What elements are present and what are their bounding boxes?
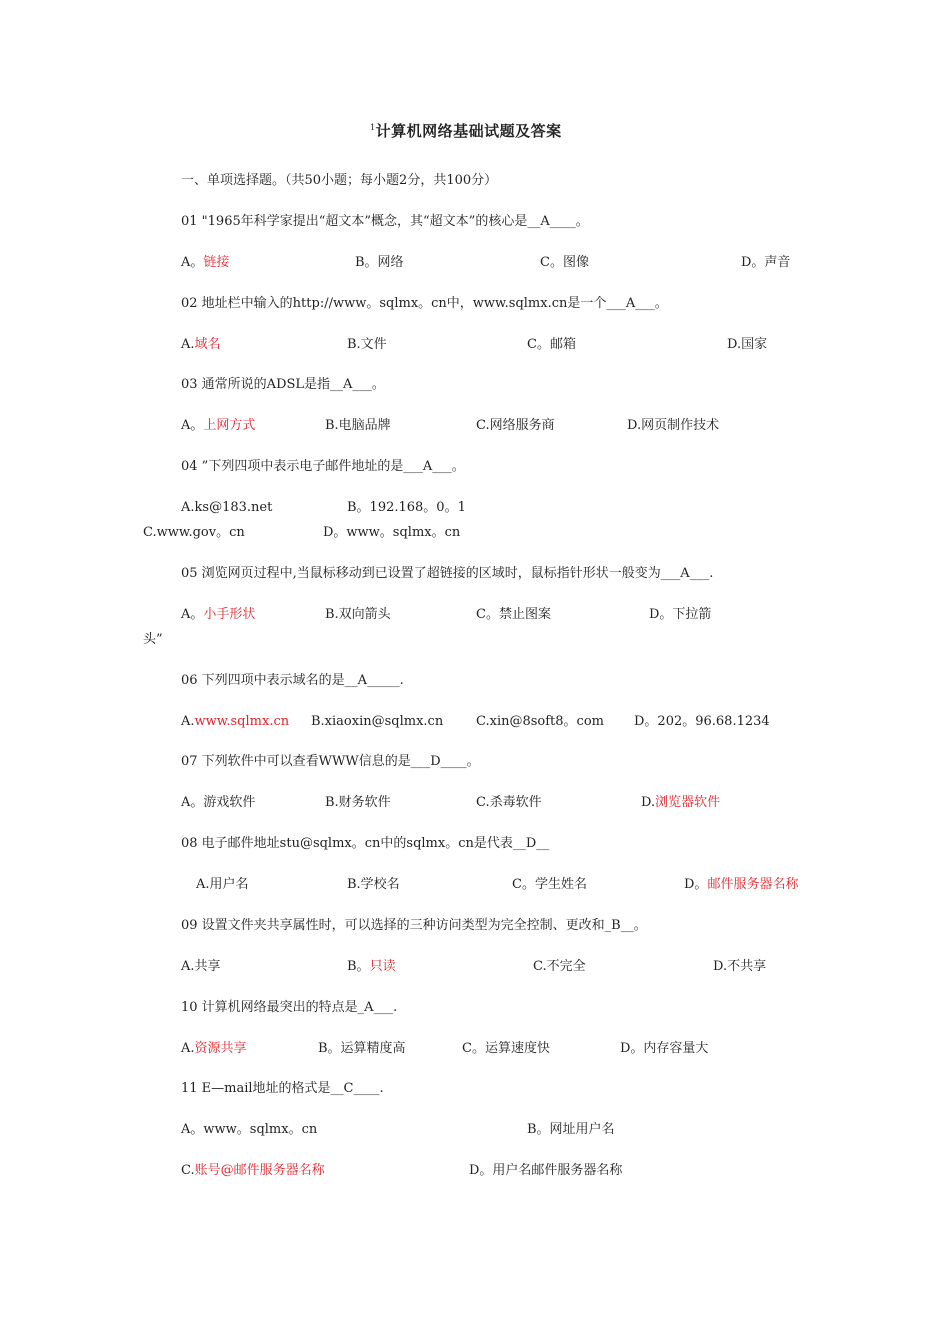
option: C。禁止图案 [476,607,551,622]
option: D.浏览器软件 [641,795,721,810]
option: B.双向箭头 [325,607,391,622]
option: C.www.gov。cn [143,525,245,540]
option: A。链接 [181,255,230,270]
option: D。www。sqlmx。cn [323,525,461,540]
option: C。学生姓名 [512,877,587,892]
question-stem: 08 电子邮件地址stu@sqlmx。cn中的sqlmx。cn是代表__D__ [181,836,550,851]
question-stem: 06 下列四项中表示域名的是__A_____. [181,673,404,688]
option-wrap: 头” [143,632,163,647]
option: C.杀毒软件 [476,795,542,810]
question-stem: 10 计算机网络最突出的特点是_A___. [181,1000,398,1015]
option: B.电脑品牌 [325,418,391,433]
answer-text: 链接 [203,255,230,270]
answer-text: 账号@邮件服务器名称 [194,1163,325,1178]
option: B.文件 [347,337,387,352]
document-title [370,120,562,139]
question-stem: 04 ”下列四项中表示电子邮件地址的是___A___。 [181,459,465,474]
option: A.用户名 [196,877,249,892]
option: D。邮件服务器名称 [684,877,799,892]
option: B。192.168。0。1 [347,500,466,515]
option: D。下拉箭 [649,607,712,622]
option: A.资源共享 [181,1041,247,1056]
option: B。网络 [355,255,404,270]
question-stem: 05 浏览网页过程中,当鼠标移动到已设置了超链接的区域时，鼠标指针形状一般变为___A___. [181,566,714,581]
option: A.ks@183.net [181,500,273,515]
answer-text: 浏览器软件 [655,795,721,810]
question-stem: 01 "1965年科学家提出“超文本”概念，其“超文本”的核心是__A____。 [181,214,589,229]
option: C。邮箱 [527,337,576,352]
option: A。www。sqlmx。cn [181,1122,318,1137]
answer-text: 域名 [194,337,221,352]
answer-text: 小手形状 [203,607,256,622]
option: D。202。96.68.1234 [634,714,770,729]
option: A.共享 [181,959,221,974]
title-text: 计算机网络基础试题及答案 [375,122,562,140]
option: B.xiaoxin@sqlmx.cn [311,714,444,729]
answer-text: www.sqlmx.cn [194,714,290,729]
question-stem: 07 下列软件中可以查看WWW信息的是___D____。 [181,754,480,769]
option: D.网页制作技术 [627,418,720,433]
option: C.不完全 [533,959,586,974]
option: B.财务软件 [325,795,391,810]
option: C.账号@邮件服务器名称 [181,1163,325,1178]
answer-text: 邮件服务器名称 [707,877,799,892]
option: A.域名 [181,337,221,352]
option: D.不共享 [713,959,767,974]
question-stem: 03 通常所说的ADSL是指__A___。 [181,377,385,392]
question-stem: 09 设置文件夹共享属性时，可以选择的三种访问类型为完全控制、更改和_B__。 [181,918,647,933]
option: B。只读 [347,959,396,974]
question-stem: 02 地址栏中输入的http://www。sqlmx。cn中，www.sqlmx.cn是一个___A___。 [181,296,668,311]
option: A。上网方式 [181,418,256,433]
answer-text: 资源共享 [194,1041,247,1056]
option: D。用户名邮件服务器名称 [469,1163,623,1178]
option: B.学校名 [347,877,400,892]
option: C.网络服务商 [476,418,555,433]
option: C.xin@8soft8。com [476,714,604,729]
option: A.www.sqlmx.cn [181,714,290,729]
footnote-marker: 1 [370,123,376,132]
answer-text: 只读 [369,959,396,974]
option: A。小手形状 [181,607,256,622]
option: B。运算精度高 [318,1041,406,1056]
option: A。游戏软件 [181,795,256,810]
section-heading: 一、单项选择题。（共50小题；每小题2分，共100分） [181,173,498,188]
answer-text: 上网方式 [203,418,256,433]
option: D.国家 [727,337,768,352]
option: D。声音 [741,255,791,270]
question-stem: 11 E—mail地址的格式是__C____. [181,1081,384,1096]
option: C。图像 [540,255,589,270]
option: B。网址用户名 [527,1122,615,1137]
option: C。运算速度快 [462,1041,550,1056]
option: D。内存容量大 [620,1041,709,1056]
